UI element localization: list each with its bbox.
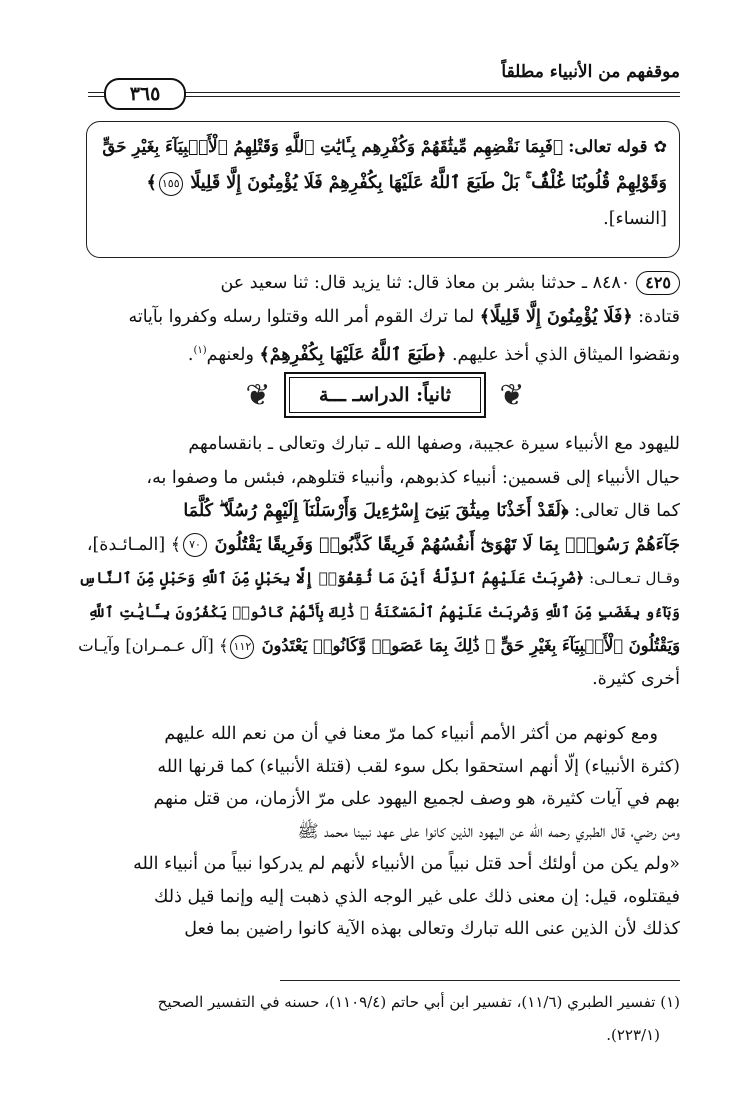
body-line: ومن رضي، قال الطبري رحمه الله عن اليهود الذين كانوا على عهد نبينا محمد ﷺ bbox=[297, 821, 680, 842]
ayah-number: ٧٠ bbox=[183, 533, 207, 557]
footnote-line: (٢٢٣/١). bbox=[606, 1026, 660, 1044]
ayah-number: ١٥٥ bbox=[159, 172, 183, 196]
narration-badge: ٤٢٥ bbox=[636, 271, 680, 295]
narration-text: قتادة: bbox=[638, 307, 680, 327]
footnotes bbox=[82, 986, 680, 1052]
body-paragraph-1 bbox=[74, 428, 680, 696]
verse-quote: ﴿لَقَدْ أَخَذْنَا مِيثَٰقَ بَنِىٓ إِسْرَٰٓءِيلَ وَأَرْسَلْنَآ إِلَيْهِمْ رُسُلًا ۖ كُلَّمَا bbox=[183, 501, 569, 521]
surah-reference: ﴾ [المـائـدة]، bbox=[86, 534, 182, 555]
surah-reference: [النساء]. bbox=[603, 209, 667, 229]
verse-text: وَقَوْلِهِمْ قُلُوبُنَا غُلْفٌۢ ۚ بَلْ طَبَعَ ٱللَّهُ عَلَيْهَا بِكُفْرِهِمْ فَلَا يُؤْمِنُونَ إِلَّا قَلِيلًا bbox=[190, 173, 667, 193]
narration-text: ٨٤٨٠ ـ حدثنا بشر بن معاذ قال: ثنا يزيد قال: ثنا سعيد عن bbox=[220, 273, 631, 293]
section-heading bbox=[238, 372, 532, 422]
narration-block bbox=[74, 266, 680, 372]
body-line: أخرى كثيرة. bbox=[592, 668, 680, 689]
section-title: ثانياً: الدراسـ ـــة bbox=[284, 372, 486, 418]
footnote-line: (١) تفسير الطبري (١١/٦)، تفسير ابن أبي حاتم (١١٠٩/٤)، حسنه في التفسير الصحيح bbox=[157, 993, 680, 1011]
narration-text: ونقضوا الميثاق الذي أخذ عليهم. bbox=[451, 344, 680, 365]
narration-text: . bbox=[187, 344, 194, 365]
body-line: كذلك لأن الذين عنى الله تبارك وتعالى بهذه الآية كانوا راضين بما فعل bbox=[184, 919, 680, 939]
narration-text: لما ترك القوم أمر الله وقتلوا رسله وكفروا بآياته bbox=[128, 307, 475, 327]
verse-bracket: ﴾ bbox=[146, 173, 157, 193]
verse-quote: وَيَقْتُلُونَ ٱلْأَنۢبِيَآءَ بِغَيْرِ حَقٍّ ۚ ذَٰلِكَ بِمَا عَصَوا۟ وَّكَانُوا۟ يَعْتَدُونَ bbox=[261, 636, 680, 655]
quran-verse-box bbox=[86, 121, 680, 258]
narration-text: ولعنهم bbox=[206, 344, 254, 365]
footnote-rule bbox=[280, 980, 680, 981]
ayah-number: ١١٢ bbox=[230, 635, 254, 659]
body-line: «ولم يكن من أولئك أحد قتل نبياً من الأنبياء لأنهم لم يدركوا نبياً من أنبياء الله bbox=[133, 854, 680, 874]
body-paragraph-2 bbox=[74, 718, 680, 946]
verse-quote: وَبَآءُو بِغَضَبٍ مِّنَ ٱللَّهِ وَضُرِبَتْ عَلَيْهِمُ ٱلْمَسْكَنَةُ ۚ ذَٰلِكَ بِأَنَّهُمْ كَانُوا۟ يَكْفُرُونَ بِـَٔايَٰتِ ٱللَّهِ bbox=[87, 603, 680, 621]
flower-ornament-icon: ✿ bbox=[653, 137, 667, 156]
body-line: (كثرة الأنبياء) إلّا أنهم استحقوا بكل سوء لقب (قتلة الأنبياء) كما قرنها الله bbox=[157, 756, 680, 777]
body-text: كما قال تعالى: bbox=[574, 501, 680, 521]
body-line: لليهود مع الأنبياء سيرة عجيبة، وصفها الله ـ تبارك وتعالى ـ بانقسامهم bbox=[188, 434, 680, 454]
verse-quote: ﴿ضُرِبَتْ عَلَيْهِمُ ٱلذِّلَّةُ أَيْنَ مَا ثُقِفُوٓا۟ إِلَّا بِحَبْلٍ مِّنَ ٱللَّهِ وَحَبْلٍ مِّنَ ٱلنَّاسِ bbox=[78, 569, 585, 587]
verse-quote: ﴿طَبَعَ ٱللَّهُ عَلَيْهَا بِكُفْرِهِمْ﴾ bbox=[259, 344, 447, 365]
page-number: ٣٦٥ bbox=[104, 78, 186, 110]
footnote-ref: (١) bbox=[193, 345, 207, 356]
surah-reference: ﴾ [آل عـمـران] وآيـات bbox=[78, 636, 229, 655]
body-line: حيال الأنبياء إلى قسمين: أنبياء كذبوهم، وأنبياء قتلوهم، فبئس ما وصفوا به، bbox=[146, 467, 680, 488]
floral-ornament-icon: ❦ bbox=[245, 378, 271, 413]
body-line: ومع كونهم من أكثر الأمم أنبياء كما مرّ معنا في أن من نعم الله عليهم bbox=[164, 724, 658, 744]
verse-text: ﴿فَبِمَا نَقْضِهِم مِّيثَٰقَهُمْ وَكُفْرِهِم بِـَٔايَٰتِ ٱللَّهِ وَقَتْلِهِمُ ٱلْأَنۢبِيَآءَ بِغَيْرِ حَقٍّ bbox=[102, 136, 563, 156]
verse-intro: قوله تعالى: bbox=[568, 136, 648, 156]
running-title: موقفهم من الأنبياء مطلقاً bbox=[501, 62, 680, 82]
body-line: فيقتلوه، قيل: إن معنى ذلك على غير الوجه الذي ذهبت إليه وإنما قيل ذلك bbox=[154, 886, 680, 907]
verse-quote: جَآءَهُمْ رَسُولٌۢ بِمَا لَا تَهْوَىٰٓ أَنفُسُهُمْ فَرِيقًا كَذَّبُوا۟ وَفَرِيقًا يَقْتُلُونَ bbox=[214, 534, 680, 555]
floral-ornament-icon: ❦ bbox=[499, 378, 525, 413]
verse-quote: ﴿فَلَا يُؤْمِنُونَ إِلَّا قَلِيلًا﴾ bbox=[479, 307, 633, 327]
body-line: بهم في آيات كثيرة، هو وصف لجميع اليهود على مرّ الأزمان، من قتل منهم bbox=[153, 789, 680, 809]
body-text: وقـال تـعـالـى: bbox=[589, 569, 680, 587]
